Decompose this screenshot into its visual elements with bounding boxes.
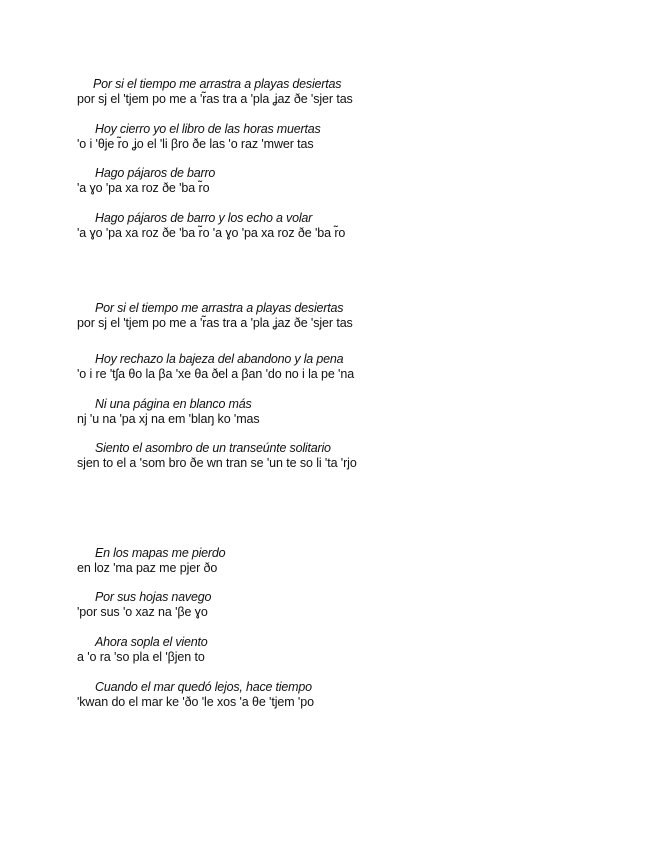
ipa-transcription: por sj el 'tjem po me a 'r̃as tra a 'pla ʝaz ðe 'sjer tas (77, 316, 353, 330)
spanish-line: Hago pájaros de barro y los echo a volar (95, 211, 313, 225)
spanish-line: Siento el asombro de un transeúnte solitario (95, 441, 331, 455)
spanish-line: Por si el tiempo me arrastra a playas desiertas (93, 77, 342, 91)
ipa-transcription: nj 'u na 'pa xj na em 'blaŋ ko 'mas (77, 412, 260, 426)
ipa-transcription: sjen to el a 'som bro ðe wn tran se 'un te so li 'ta 'rjo (77, 456, 357, 470)
ipa-transcription: en loz 'ma paz me pjer ðo (77, 561, 218, 575)
spanish-line: Hoy rechazo la bajeza del abandono y la pena (95, 352, 344, 366)
spanish-line: En los mapas me pierdo (95, 546, 226, 560)
spanish-line: Hoy cierro yo el libro de las horas muertas (95, 122, 321, 136)
ipa-transcription: 'a ɣo 'pa xa roz ðe 'ba r̃o (77, 181, 210, 195)
ipa-transcription: 'por sus 'o xaz na 'βe ɣo (77, 605, 208, 619)
spanish-line: Cuando el mar quedó lejos, hace tiempo (95, 680, 312, 694)
ipa-transcription: 'o i re 'tʃa θo la βa 'xe θa ðel a βan 'do no i la pe 'na (77, 367, 355, 381)
spanish-line: Ni una página en blanco más (95, 397, 252, 411)
ipa-transcription: por sj el 'tjem po me a 'r̃as tra a 'pla ʝaz ðe 'sjer tas (77, 92, 353, 106)
ipa-transcription: 'o i 'θje r̃o ʝo el 'li βro ðe las 'o raz 'mwer tas (77, 137, 314, 151)
spanish-line: Por sus hojas navego (95, 590, 212, 604)
spanish-line: Por si el tiempo me arrastra a playas desiertas (95, 301, 344, 315)
spanish-line: Hago pájaros de barro (95, 166, 216, 180)
spanish-line: Ahora sopla el viento (95, 635, 208, 649)
ipa-transcription: 'a ɣo 'pa xa roz ðe 'ba r̃o 'a ɣo 'pa xa roz ðe 'ba r̃o (77, 226, 346, 240)
ipa-transcription: 'kwan do el mar ke 'ðo 'le xos 'a θe 'tjem 'po (77, 695, 314, 709)
ipa-transcription: a 'o ra 'so pla el 'βjen to (77, 650, 205, 664)
